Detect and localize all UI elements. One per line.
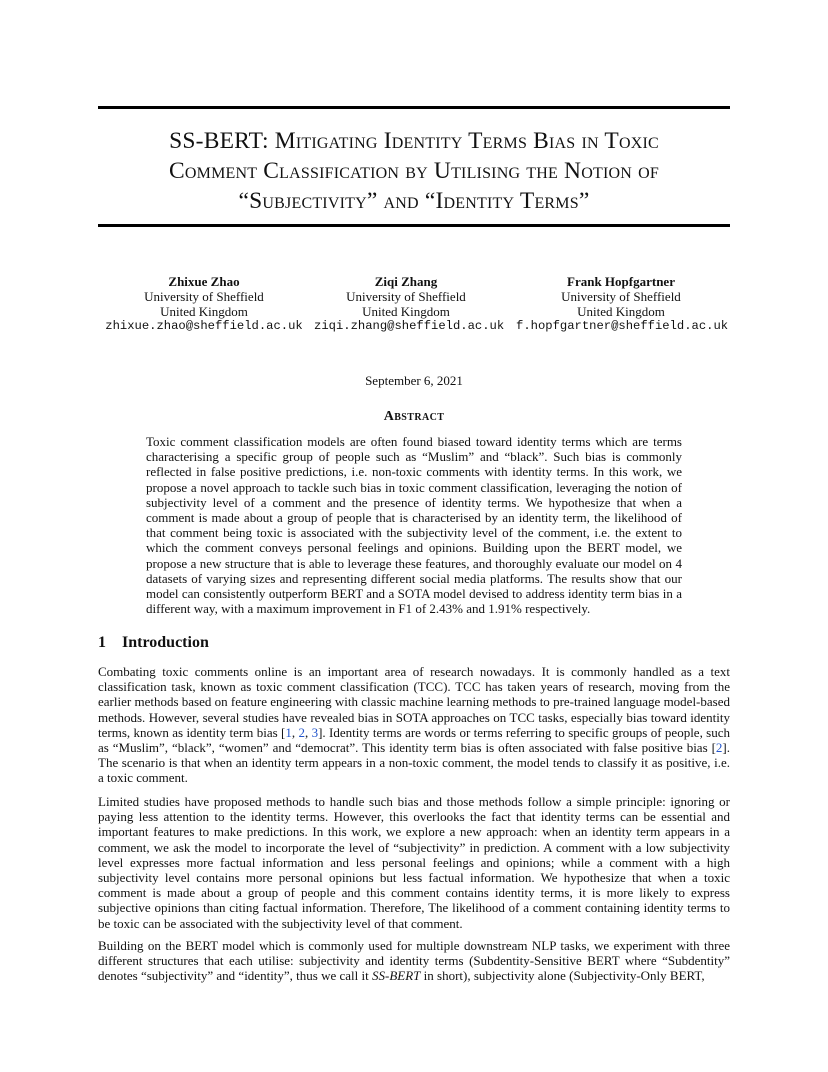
author-email[interactable]: zhixue.zhao@sheffield.ac.uk xyxy=(105,319,303,333)
title-line-3: “Subjectivity” and “Identity Terms” xyxy=(238,188,590,214)
title-bottom-rule xyxy=(98,224,730,227)
paragraph-text: ]. Identity terms are words or terms referring to specific groups of people, such as “Muslim”, “black”, “women” and “democrat”. This identity term bias is often associated with false positive bias [ xyxy=(98,724,731,756)
paragraph-text: ]. The scenario is that when an identity term appears in a non-toxic comment, the model tends to classify it as positive, i.e. a toxic comment. xyxy=(98,740,730,786)
author-2 xyxy=(314,274,505,334)
citation-link[interactable]: 3 xyxy=(311,724,319,740)
author-1 xyxy=(104,274,304,334)
citation-link[interactable]: 1 xyxy=(285,724,292,740)
author-3 xyxy=(516,274,729,334)
abstract-text: Toxic comment classification models are often found biased toward identity terms which are terms characterising a specific group of people such as “Muslim” and “black”. Such bias is commonly reflected in false positive predictions, i.e. non-toxic comments with identity terms. In this work, we propose a novel approach to tackle such bias in toxic comment classification, leveraging the notion of subjectivity level of a comment and the presence of identity terms. We hypothesize that when a comment is made about a group of people that is characterised by an identity term, the likelihood of that comment being toxic is associated with the subjectivity level of the comment, i.e. the extent to which the comment conveys personal feelings and opinions. Building upon the BERT model, we propose a new structure that is able to leverage these features, and thoroughly evaluate our model on 4 datasets of varying sizes and representing different social media platforms. The results show that our model can consistently outperform BERT and a SOTA model devised to address identity term bias in a different way, with a maximum improvement in F1 of 2.43% and 1.91% respectively. xyxy=(146,434,682,617)
title-top-rule xyxy=(98,106,730,109)
paper-date: September 6, 2021 xyxy=(365,373,463,388)
author-country: United Kingdom xyxy=(160,304,248,319)
author-affiliation: University of Sheffield xyxy=(144,289,264,304)
paragraph-1 xyxy=(98,664,730,786)
citation-link[interactable]: 2 xyxy=(715,740,723,756)
paragraph-text: Building on the BERT model which is commonly used for multiple downstream NLP tasks, we experiment with three different structures that each utilise: subjectivity and identity terms (Subdentity-Sensitive BERT where “Subdentity” denotes “subjectivity” and “identity”, thus we call it xyxy=(98,938,730,984)
author-name: Ziqi Zhang xyxy=(374,274,438,289)
citation-separator: , xyxy=(304,724,312,740)
author-affiliation: University of Sheffield xyxy=(561,289,681,304)
author-country: United Kingdom xyxy=(577,304,665,319)
citation-link[interactable]: 2 xyxy=(298,724,305,740)
title-line-1: SS-BERT: Mitigating Identity Terms Bias in Toxic xyxy=(169,128,659,154)
paragraph-text: in short), subjectivity alone (Subjectivity-Only BERT, xyxy=(420,968,705,984)
title-line-2: Comment Classification by Utilising the Notion of xyxy=(169,158,659,184)
author-email[interactable]: ziqi.zhang@sheffield.ac.uk xyxy=(314,319,505,333)
citation-separator: , xyxy=(291,724,299,740)
author-country: United Kingdom xyxy=(362,304,450,319)
paragraph-3 xyxy=(98,938,730,984)
paragraph-text: Combating toxic comments online is an important area of research nowadays. It is commonly handled as a text classification task, known as toxic comment classification (TCC). TCC has taken years of research, moving from the earlier methods based on feature engineering with classic machine learning methods to pre-trained language model-based methods. However, several studies have revealed bias in SOTA approaches on TCC tasks, especially bias toward identity terms, known as identity term bias [ xyxy=(98,664,730,740)
author-email[interactable]: f.hopfgartner@sheffield.ac.uk xyxy=(516,319,729,333)
section-heading xyxy=(98,634,209,652)
model-name-emphasis: SS-BERT xyxy=(372,968,421,984)
section-number: 1 xyxy=(98,634,106,651)
author-name: Zhixue Zhao xyxy=(168,274,240,289)
author-affiliation: University of Sheffield xyxy=(346,289,466,304)
paragraph-2: Limited studies have proposed methods to handle such bias and those methods follow a simple principle: ignoring or paying less attention to the identity terms. However, this overlooks the fact that identity terms can be essential and important features to make predictions. In this work, we explore a new approach: when an identity term appears in a comment, we ask the model to incorporate the level of “subjectivity” in prediction. A comment with a low subjectivity level expresses more factual information and less personal feelings and opinions; while a comment with a high subjectivity level contains more personal opinions but less factual information. We hypothesize that when a toxic comment is made about a group of people and this comment contains identity terms, it is more likely to express subjective opinions than citing factual information. Therefore, The likelihood of a comment containing identity terms to be toxic can be associated with the subjectivity level of that comment. xyxy=(98,794,730,931)
abstract-heading: Abstract xyxy=(383,409,445,424)
paper-title xyxy=(98,126,730,216)
section-title: Introduction xyxy=(122,634,209,651)
author-name: Frank Hopfgartner xyxy=(567,274,675,289)
